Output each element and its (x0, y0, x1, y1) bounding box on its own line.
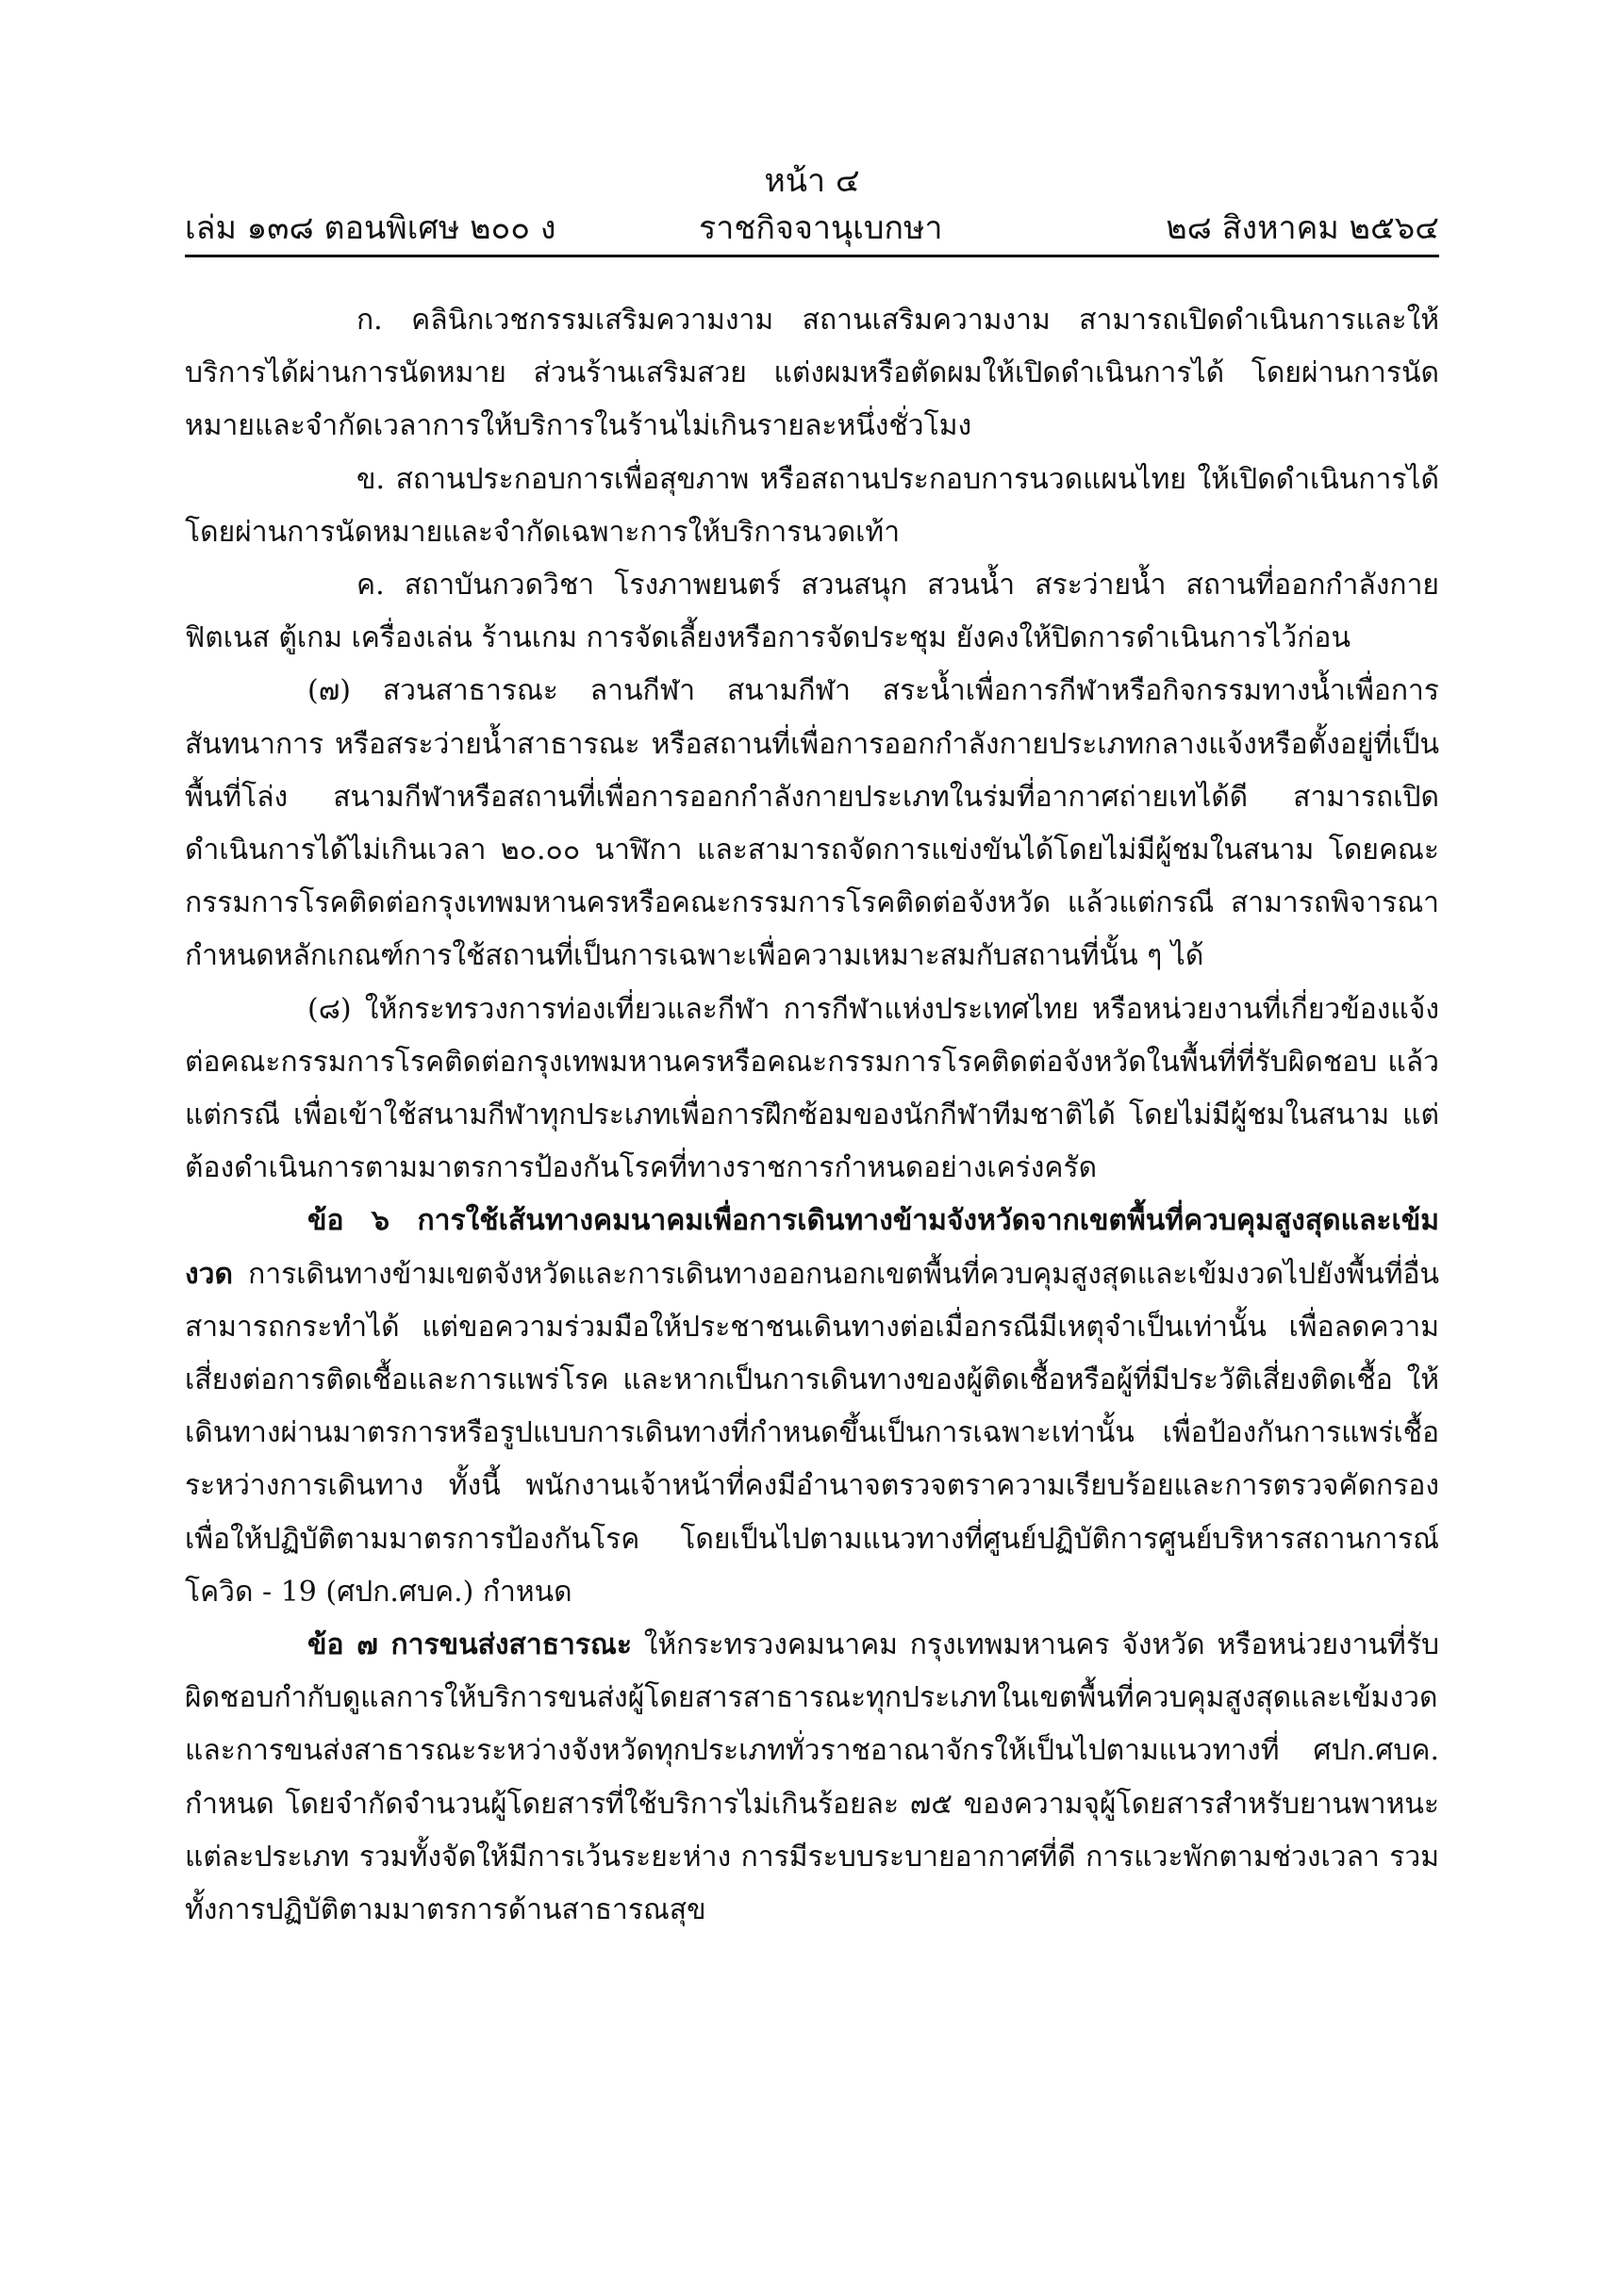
clause-6-text: การเดินทางข้ามเขตจังหวัดและการเดินทางออกนอกเขตพื้นที่ควบคุมสูงสุดและเข้มงวดไปยังพื้นที่อื่นสามารถกระทำได้ แต่ขอความร่วมมือให้ประชาชนเดินทางต่อเมื่อกรณีมีเหตุจำเป็นเท่านั้น เพื่อลดความเสี่ยงต่อการติดเชื้อและการแพร่โรค และหากเป็นการเดินทางของผู้ติดเชื้อหรือผู้ที่มีประวัติเสี่ยงติดเชื้อ ให้เดินทางผ่านมาตรการหรือรูปแบบการเดินทางที่กำหนดขึ้นเป็นการเฉพาะเท่านั้น เพื่อป้องกันการแพร่เชื้อระหว่างการเดินทาง ทั้งนี้ พนักงานเจ้าหน้าที่คงมีอำนาจตรวจตราความเรียบร้อยและการตรวจคัดกรองเพื่อให้ปฏิบัติตามมาตรการป้องกันโรค โดยเป็นไปตามแนวทางที่ศูนย์ปฏิบัติการศูนย์บริหารสถานการณ์โควิด - 19 (ศปก.ศบค.) กำหนด (185, 1257, 1439, 1609)
clause-6-heading: ข้อ ๖ การใช้เส้นทางคมนาคมเพื่อการเดินทางข้ามจังหวัดจากเขตพื้นที่ควบคุมสูงสุดและเข้มงวด (185, 1204, 1439, 1291)
header-divider (185, 255, 1439, 257)
document-body (185, 294, 1439, 1937)
paragraph-sub-b: ข. สถานประกอบการเพื่อสุขภาพ หรือสถานประกอบการนวดแผนไทย ให้เปิดดำเนินการได้โดยผ่านการนัดหมายและจำกัดเฉพาะการให้บริการนวดเท้า (185, 462, 1439, 549)
clause-7-heading: ข้อ ๗ การขนส่งสาธารณะ (307, 1628, 632, 1662)
gazette-header (185, 206, 1439, 251)
clause-7-text: ให้กระทรวงคมนาคม กรุงเทพมหานคร จังหวัด หรือหน่วยงานที่รับผิดชอบกำกับดูแลการให้บริการขนส่งผู้โดยสารสาธารณะทุกประเภทในเขตพื้นที่ควบคุมสูงสุดและเข้มงวด และการขนส่งสาธารณะระหว่างจังหวัดทุกประเภททั่วราชอาณาจักรให้เป็นไปตามแนวทางที่ ศปก.ศบค. กำหนด โดยจำกัดจำนวนผู้โดยสารที่ใช้บริการไม่เกินร้อยละ ๗๕ ของความจุผู้โดยสารสำหรับยานพาหนะแต่ละประเภท รวมทั้งจัดให้มีการเว้นระยะห่าง การมีระบบระบายอากาศที่ดี การแวะพักตามช่วงเวลา รวมทั้งการปฏิบัติตามมาตรการด้านสาธารณสุข (185, 1628, 1439, 1927)
paragraph-sub-c: ค. สถาบันกวดวิชา โรงภาพยนตร์ สวนสนุก สวนน้ำ สระว่ายน้ำ สถานที่ออกกำลังกายฟิตเนส ตู้เกม เครื่องเล่น ร้านเกม การจัดเลี้ยงหรือการจัดประชุม ยังคงให้ปิดการดำเนินการไว้ก่อน (185, 569, 1439, 655)
paragraph-sub-a: ก. คลินิกเวชกรรมเสริมความงาม สถานเสริมความงาม สามารถเปิดดำเนินการและให้บริการได้ผ่านการนัดหมาย ส่วนร้านเสริมสวย แต่งผมหรือตัดผมให้เปิดดำเนินการได้ โดยผ่านการนัดหมายและจำกัดเวลาการให้บริการในร้านไม่เกินรายละหนึ่งชั่วโมง (185, 304, 1439, 443)
paragraph-item-7: (๗) สวนสาธารณะ ลานกีฬา สนามกีฬา สระน้ำเพื่อการกีฬาหรือกิจกรรมทางน้ำเพื่อการสันทนาการ หรือสระว่ายน้ำสาธารณะ หรือสถานที่เพื่อการออกกำลังกายประเภทกลางแจ้งหรือตั้งอยู่ที่เป็นพื้นที่โล่ง สนามกีฬาหรือสถานที่เพื่อการออกกำลังกายประเภทในร่มที่อากาศถ่ายเทได้ดี สามารถเปิดดำเนินการได้ไม่เกินเวลา ๒๐.๐๐ นาฬิกา และสามารถจัดการแข่งขันได้โดยไม่มีผู้ชมในสนาม โดยคณะกรรมการโรคติดต่อกรุงเทพมหานครหรือคณะกรรมการโรคติดต่อจังหวัด แล้วแต่กรณี สามารถพิจารณากำหนดหลักเกณฑ์การใช้สถานที่เป็นการเฉพาะเพื่อความเหมาะสมกับสถานที่นั้น ๆ ได้ (185, 674, 1439, 973)
clause-6 (185, 1195, 1439, 1619)
paragraph-item-8: (๘) ให้กระทรวงการท่องเที่ยวและกีฬา การกีฬาแห่งประเทศไทย หรือหน่วยงานที่เกี่ยวข้องแจ้งต่อคณะกรรมการโรคติดต่อกรุงเทพมหานครหรือคณะกรรมการโรคติดต่อจังหวัดในพื้นที่ที่รับผิดชอบ แล้วแต่กรณี เพื่อเข้าใช้สนามกีฬาทุกประเภทเพื่อการฝึกซ้อมของนักกีฬาทีมชาติได้ โดยไม่มีผู้ชมในสนาม แต่ต้องดำเนินการตามมาตรการป้องกันโรคที่ทางราชการกำหนดอย่างเคร่งครัด (185, 992, 1439, 1185)
volume-issue: เล่ม ๑๓๘ ตอนพิเศษ ๒๐๐ ง (185, 209, 556, 247)
clause-7 (185, 1619, 1439, 1937)
publication-title: ราชกิจจานุเบกษา (699, 209, 943, 247)
publication-date: ๒๘ สิงหาคม ๒๕๖๔ (1166, 209, 1439, 247)
page-number: หน้า ๔ (764, 162, 860, 200)
